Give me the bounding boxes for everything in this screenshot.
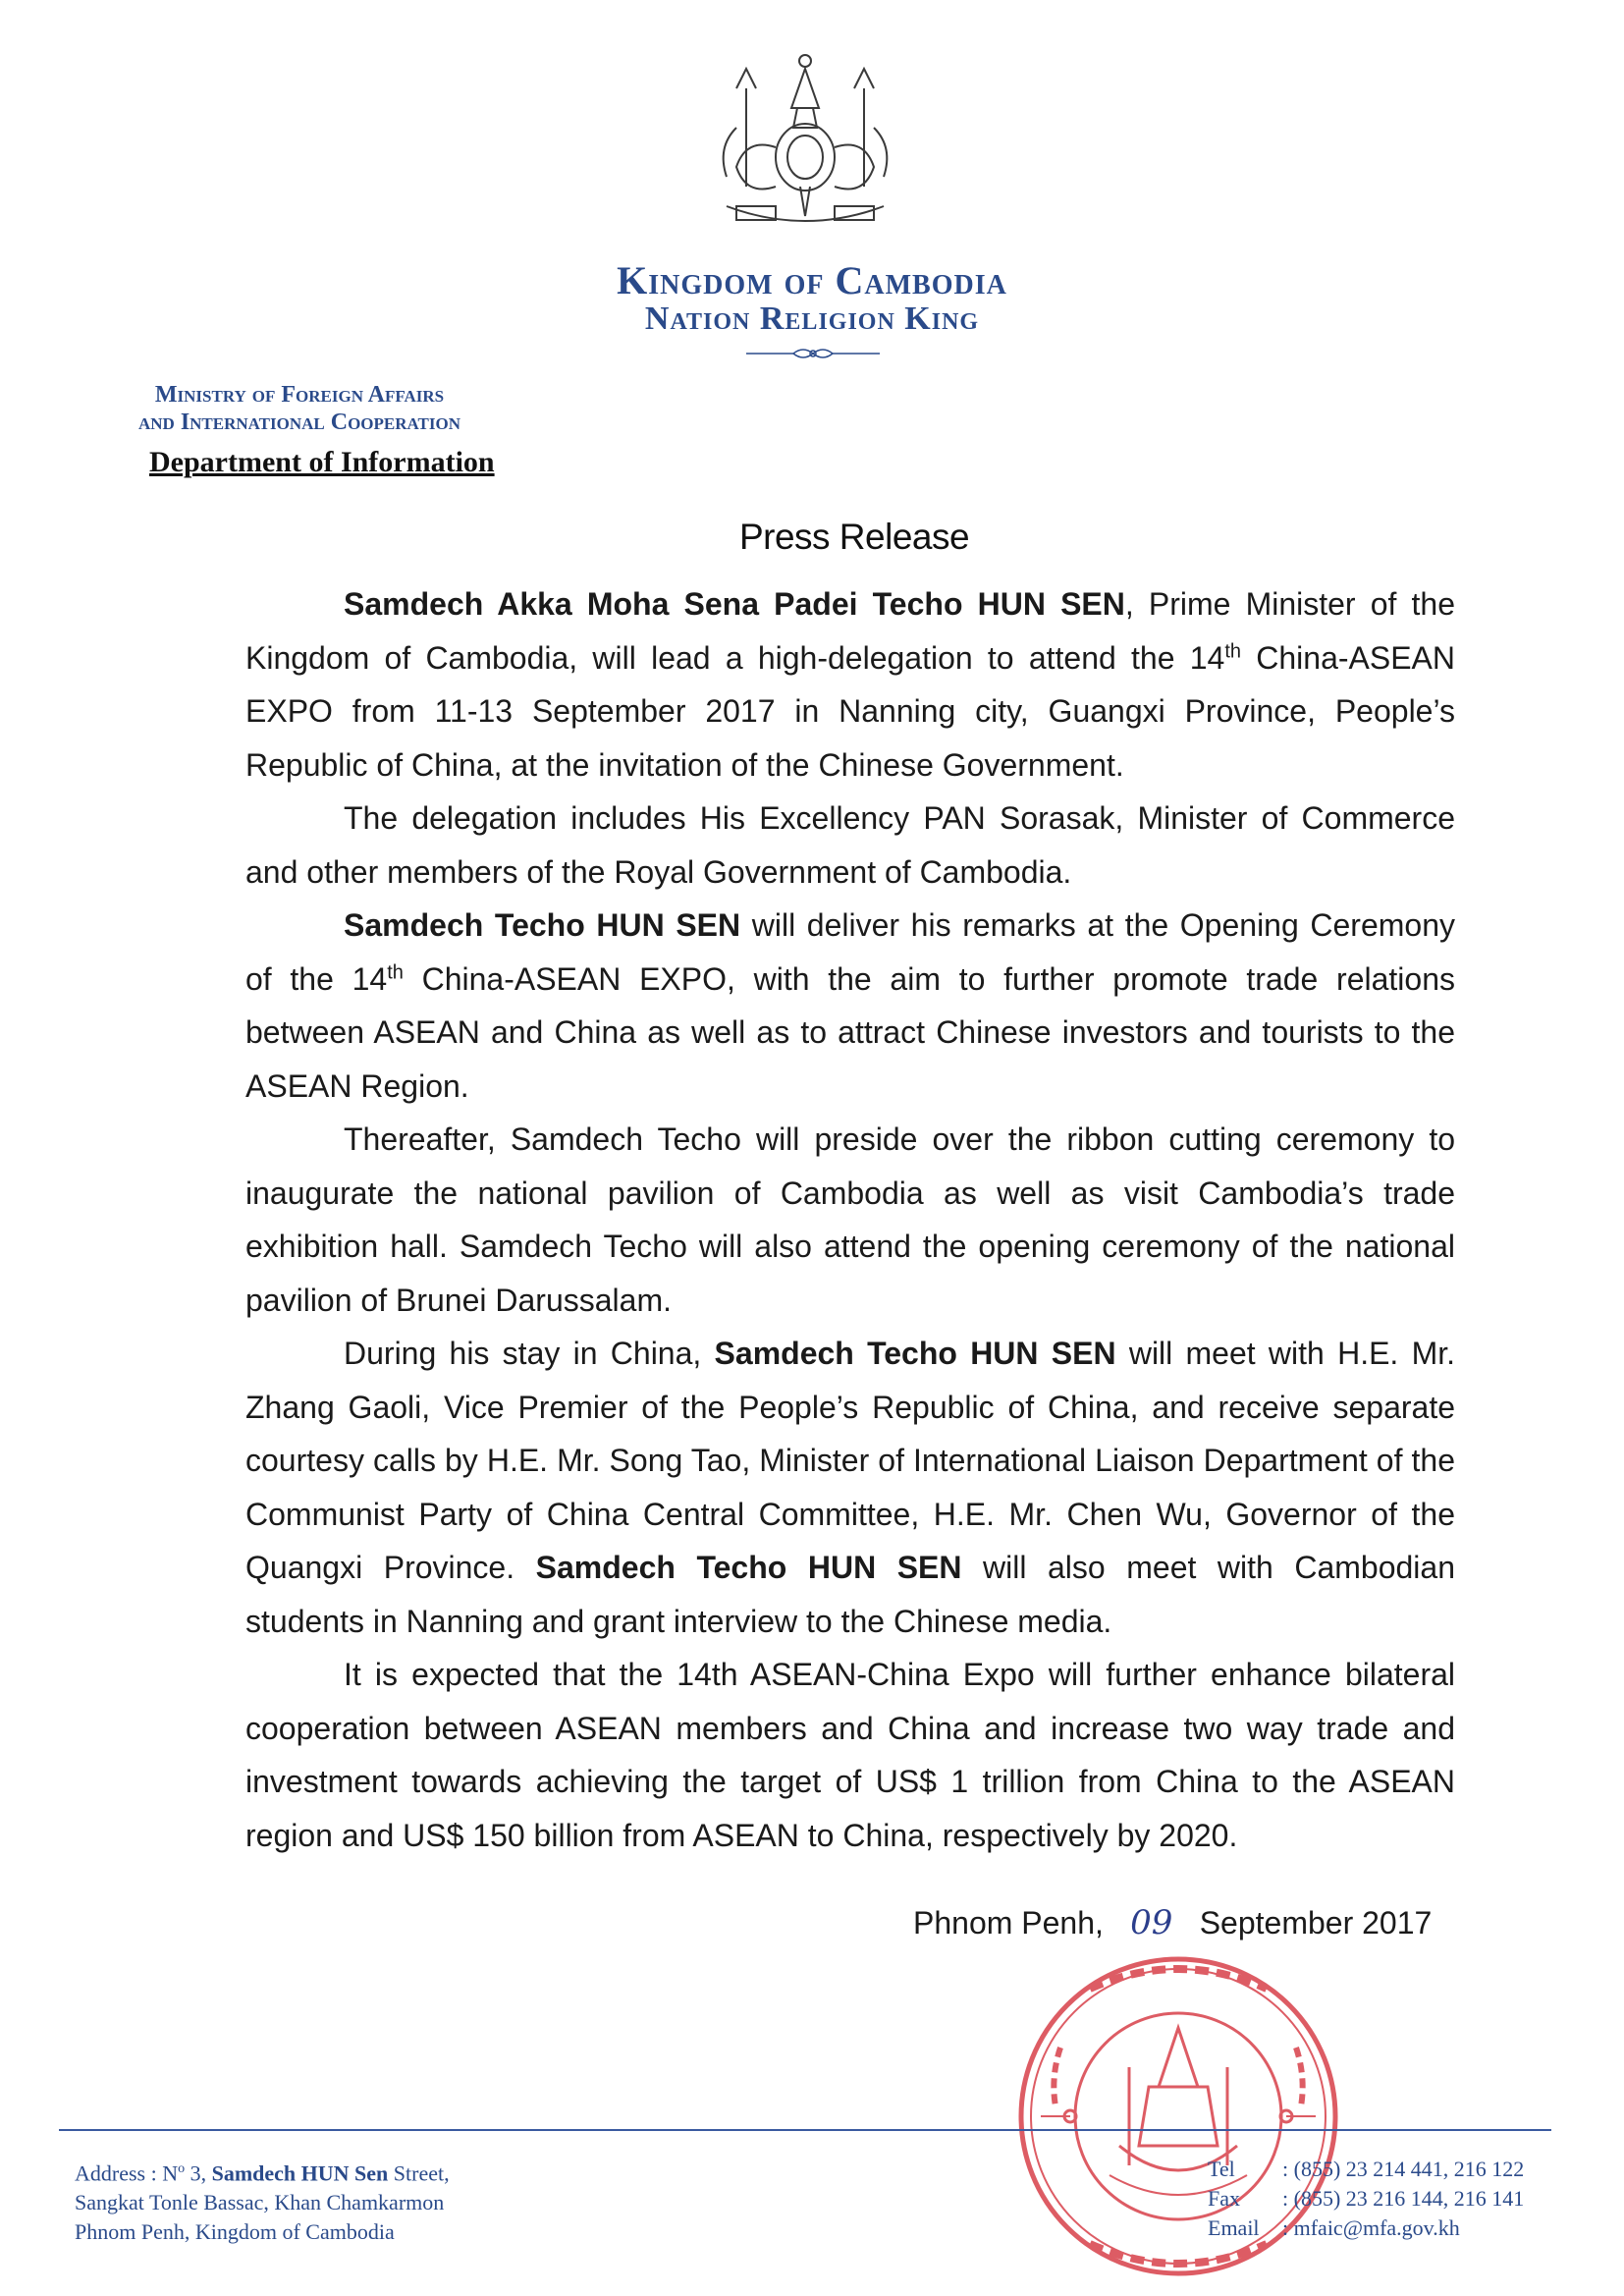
text-span: 3, [185, 2160, 212, 2186]
tel-value: : (855) 23 214 441, 216 122 [1282, 2157, 1525, 2181]
footer-divider [59, 2129, 1551, 2131]
text-span: will meet with H.E. Mr. Zhang Gaoli, Vice Premier of the People’s Republic of China, and receive separate courtesy calls by H.E. Mr. Song Tao, Minister of International Liaison Department of the Communist Party of China Central Committee, H.E. Mr. Chen Wu, Governor of the Quangxi Province. [245, 1336, 1456, 1585]
dateline-day-handwritten: 09 [1130, 1903, 1173, 1942]
number-sup: o [178, 2161, 186, 2176]
paragraph-1 [245, 577, 1455, 792]
dateline-month-year: September 2017 [1199, 1905, 1433, 1941]
text-span: China-ASEAN EXPO from 11-13 September 2017 in Nanning city, Guangxi Province, People’s Republic of China, at the invitation of the Chinese Government. [245, 639, 1456, 783]
press-release-body [245, 577, 1455, 1862]
kingdom-title: Kingdom of Cambodia [617, 258, 1007, 302]
text-span: During his stay in China, [344, 1336, 715, 1371]
national-motto: Nation Religion King [644, 301, 980, 337]
address-line-3: Phnom Penh, Kingdom of Cambodia [75, 2219, 395, 2245]
department-name: Department of Information [149, 446, 495, 478]
paragraph-3 [245, 899, 1455, 1113]
fax-label: Fax [1208, 2186, 1240, 2211]
royal-coat-of-arms-emblem [707, 49, 903, 236]
tel-label: Tel [1208, 2157, 1235, 2181]
text-span: Address : N [75, 2160, 179, 2186]
pm-name: Samdech Techo HUN SEN [714, 1336, 1116, 1371]
footer-contact [1208, 2155, 1561, 2243]
text-span: Street, [388, 2160, 450, 2186]
paragraph-4: Thereafter, Samdech Techo will preside over the ribbon cutting ceremony to inaugurate the national pavilion of Cambodia as well as visit Cambodia’s trade exhibition hall. Samdech Techo will also attend the opening ceremony of the national pavilion of Brunei Darussalam. [245, 1121, 1455, 1318]
pm-name: Samdech Akka Moha Sena Padei Techo HUN SEN [344, 586, 1125, 622]
contact-email [1208, 2214, 1561, 2243]
address-line-2: Sangkat Tonle Bassac, Khan Chamkarmon [75, 2190, 445, 2215]
footer-address [75, 2155, 624, 2247]
paragraph-6: It is expected that the 14th ASEAN-China Expo will further enhance bilateral cooperation between ASEAN members and China and increase two way trade and investment towards achieving the target of US$ 1 trillion from China to the ASEAN region and US$ 150 billion from ASEAN to China, respectively by 2020. [245, 1657, 1455, 1853]
pm-name: Samdech Techo HUN SEN [535, 1550, 962, 1585]
contact-tel [1208, 2155, 1561, 2184]
address-line-1 [75, 2155, 624, 2188]
ordinal-suffix: th [387, 960, 404, 983]
dateline-place: Phnom Penh, [913, 1905, 1104, 1941]
text-span: China-ASEAN EXPO, with the aim to further promote trade relations between ASEAN and China as well as to attract Chinese investors and tourists to the ASEAN Region. [245, 960, 1456, 1104]
text-span: will also meet with Cambodian students in Nanning and grant interview to the Chinese media. [245, 1550, 1455, 1639]
text-span: , Prime Minister of the Kingdom of Cambodia, will lead a high-delegation to attend the 14 [245, 586, 1455, 676]
ordinal-suffix: th [1224, 639, 1242, 662]
email-value[interactable]: : mfaic@mfa.gov.kh [1282, 2215, 1460, 2240]
contact-fax [1208, 2184, 1561, 2214]
ornament-divider-icon [744, 346, 882, 361]
paragraph-2: The delegation includes His Excellency PAN Sorasak, Minister of Commerce and other members of the Royal Government of Cambodia. [245, 800, 1455, 890]
ministry-name-line1: Ministry of Foreign Affairs [154, 382, 445, 408]
paragraph-5 [245, 1327, 1455, 1648]
ministry-name-line2: and International Cooperation [137, 410, 460, 435]
street-name: Samdech HUN Sen [211, 2160, 389, 2186]
fax-value: : (855) 23 216 144, 216 141 [1282, 2186, 1525, 2211]
email-label: Email [1208, 2215, 1260, 2240]
text-span: will deliver his remarks at the Opening Ceremony of the 14 [245, 907, 1456, 997]
document-title: Press Release [738, 517, 970, 557]
dateline [913, 1903, 1463, 1942]
pm-name: Samdech Techo HUN SEN [344, 907, 741, 943]
